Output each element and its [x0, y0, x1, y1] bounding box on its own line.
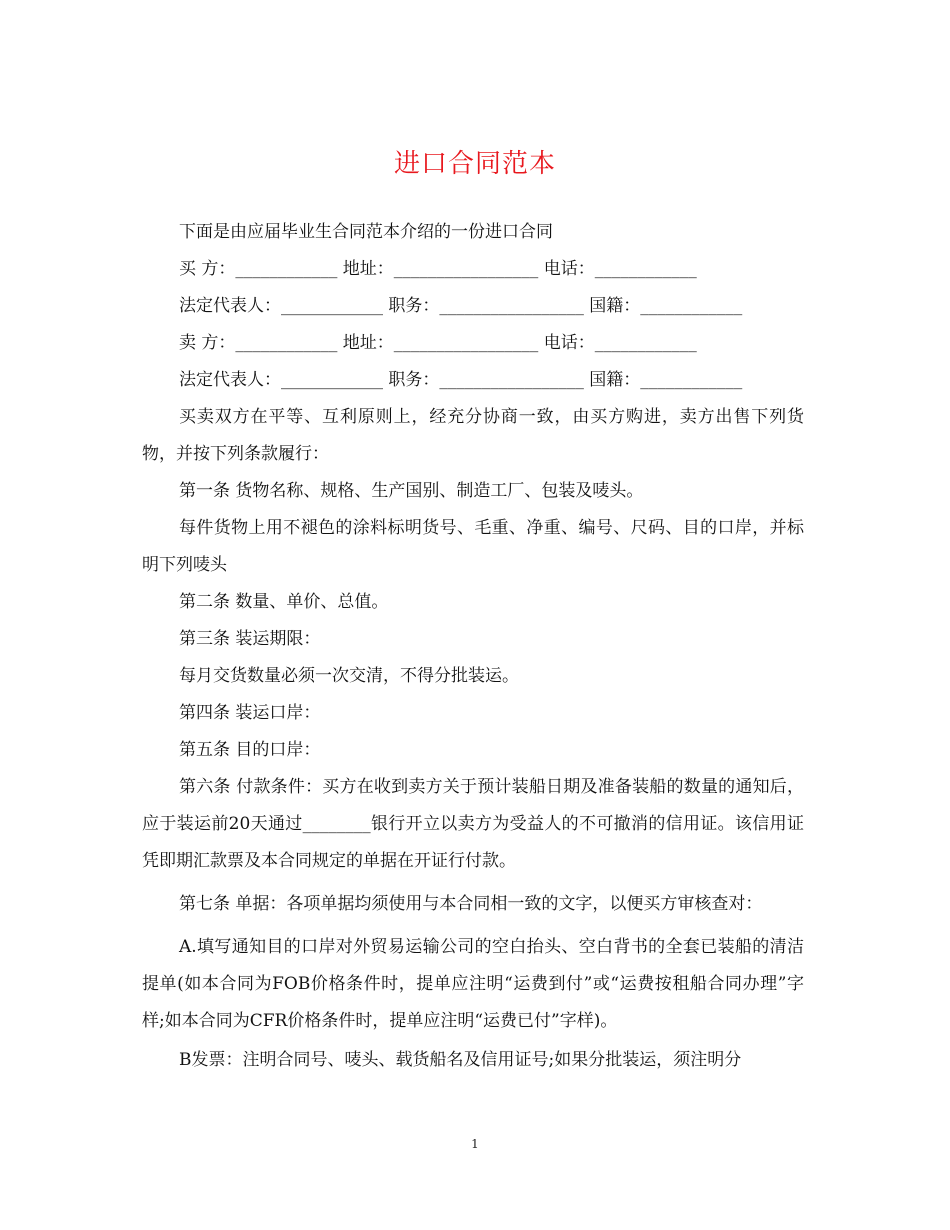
- seller-line: 卖 方：____________ 地址：_________________ 电话：____________: [179, 333, 697, 353]
- article-4: 第四条 装运口岸：: [179, 703, 321, 723]
- delivery-paragraph: 每月交货数量必须一次交清，不得分批装运。: [179, 666, 519, 686]
- article-6: 第六条 付款条件：买方在收到卖方关于预计装船日期及准备装船的数量的通知后，应于装运前20天通过________银行开立以卖方为受益人的不可撤消的信用证。该信用证凭即期汇款票及本合同规定的单据在开证行付款。: [142, 777, 804, 871]
- buyer-line: 买 方：____________ 地址：_________________ 电话：____________: [179, 259, 697, 279]
- clause-a: A.填写通知目的口岸对外贸易运输公司的空白抬头、空白背书的全套已装船的清洁提单(如本合同为FOB价格条件时，提单应注明“运费到付”或“运费按租船合同办理”字样;如本合同为CFR价格条件时，提单应注明“运费已付”字样)。: [142, 937, 804, 1031]
- document-body: [142, 214, 804, 1079]
- clause-b: B发票：注明合同号、唛头、载货船名及信用证号;如果分批装运，须注明分: [179, 1050, 742, 1070]
- article-2: 第二条 数量、单价、总值。: [179, 592, 389, 612]
- article-7: 第七条 单据：各项单据均须使用与本合同相一致的文字，以便买方审核查对：: [179, 894, 763, 914]
- document-title: 进口合同范本: [393, 149, 556, 179]
- article-1: 第一条 货物名称、规格、生产国别、制造工厂、包装及唛头。: [179, 481, 644, 501]
- intro-paragraph: 下面是由应届毕业生合同范本介绍的一份进口合同: [179, 222, 553, 242]
- marking-paragraph: 每件货物上用不褪色的涂料标明货号、毛重、净重、编号、尺码、目的口岸，并标明下列唛头: [142, 518, 804, 575]
- preamble-paragraph: 买卖双方在平等、互利原则上，经充分协商一致，由买方购进，卖方出售下列货物，并按下列条款履行：: [142, 407, 804, 464]
- article-5: 第五条 目的口岸：: [179, 740, 321, 760]
- buyer-representative-line: 法定代表人：____________ 职务：_________________ 国籍：____________: [179, 296, 743, 316]
- seller-representative-line: 法定代表人：____________ 职务：_________________ 国籍：____________: [179, 370, 743, 390]
- article-3: 第三条 装运期限：: [179, 629, 321, 649]
- page-number: 1: [471, 1137, 479, 1151]
